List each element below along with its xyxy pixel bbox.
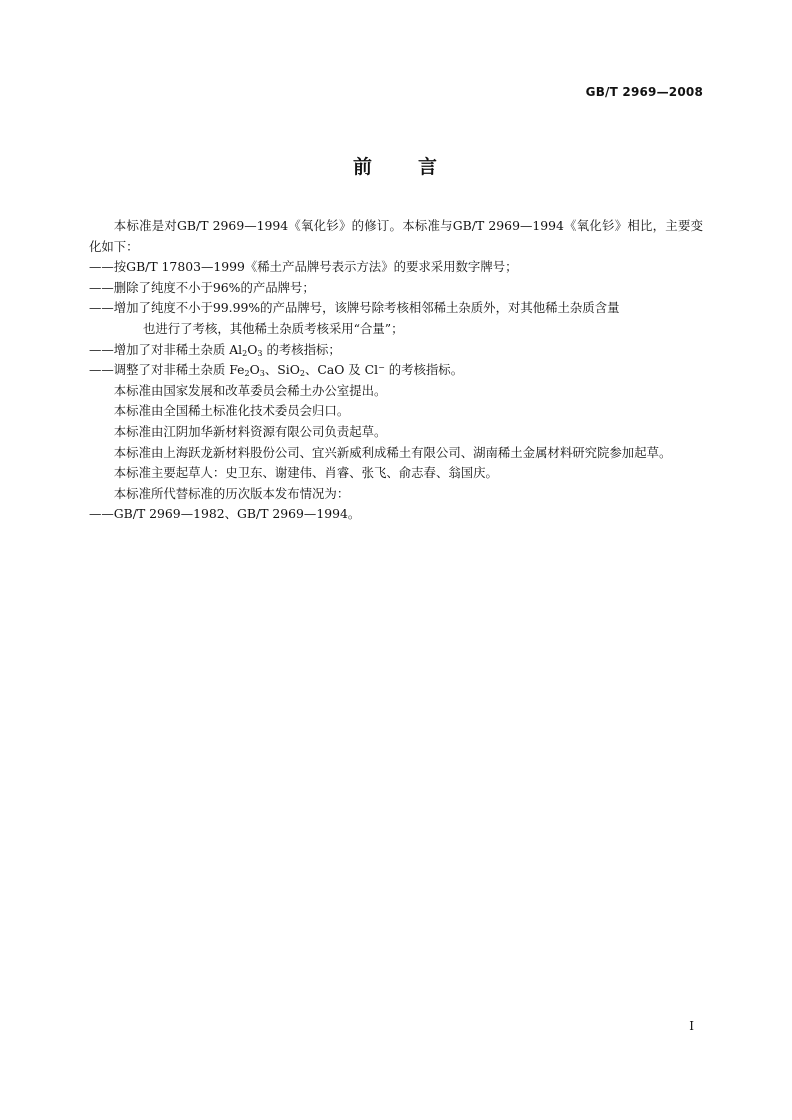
change-item-fe2o3: ——调整了对非稀土杂质 $Fe_2O_3$、SiO$_2$、CaO 及 Cl− 的考核指标。 — [89, 362, 464, 379]
change-item-continuation: 也进行了考核，其他稀土杂质考核采用“合量”； — [143, 320, 404, 336]
paragraph-proposer: 本标准由国家发展和改革委员会稀土办公室提出。 — [113, 382, 387, 398]
history-item: ——GB/T 2969—1982、GB/T 2969—1994。 — [89, 506, 361, 522]
change-item — [89, 298, 703, 339]
paragraph-history-intro: 本标准所代替标准的历次版本发布情况为： — [113, 485, 350, 501]
page-number: I — [689, 1019, 694, 1033]
change-item-text: ——增加了纯度不小于99.99%的产品牌号，该牌号除考核相邻稀土杂质外，对其他稀土杂质含量 — [89, 300, 620, 316]
paragraph-participants: 本标准由上海跃龙新材料股份公司、宜兴新威利成稀土有限公司、湖南稀土金属材料研究院参加起草。 — [113, 444, 672, 460]
change-item: ——按GB/T 17803—1999《稀土产品牌号表示方法》的要求采用数字牌号； — [89, 259, 518, 275]
foreword-body — [89, 216, 703, 525]
page-title — [0, 152, 792, 179]
change-item: ——删除了纯度不小于96%的产品牌号； — [89, 279, 315, 295]
paragraph-committee: 本标准由全国稀土标准化技术委员会归口。 — [113, 403, 350, 419]
paragraph-drafter: 本标准由江阴加华新材料资源有限公司负责起草。 — [113, 423, 387, 439]
intro-paragraph: 本标准是对GB/T 2969—1994《氧化钐》的修订。本标准与GB/T 2969—1994《氧化钐》相比，主要变化如下： — [89, 218, 703, 254]
title-char-2: 言 — [418, 156, 440, 178]
paragraph-authors: 本标准主要起草人：史卫东、谢建伟、肖睿、张飞、俞志春、翁国庆。 — [113, 465, 498, 481]
change-item-al2o3: ——增加了对非稀土杂质 $Al_2O_3$ 的考核指标； — [89, 341, 341, 358]
title-char-1: 前 — [352, 156, 374, 178]
standard-code: GB/T 2969—2008 — [585, 85, 703, 99]
